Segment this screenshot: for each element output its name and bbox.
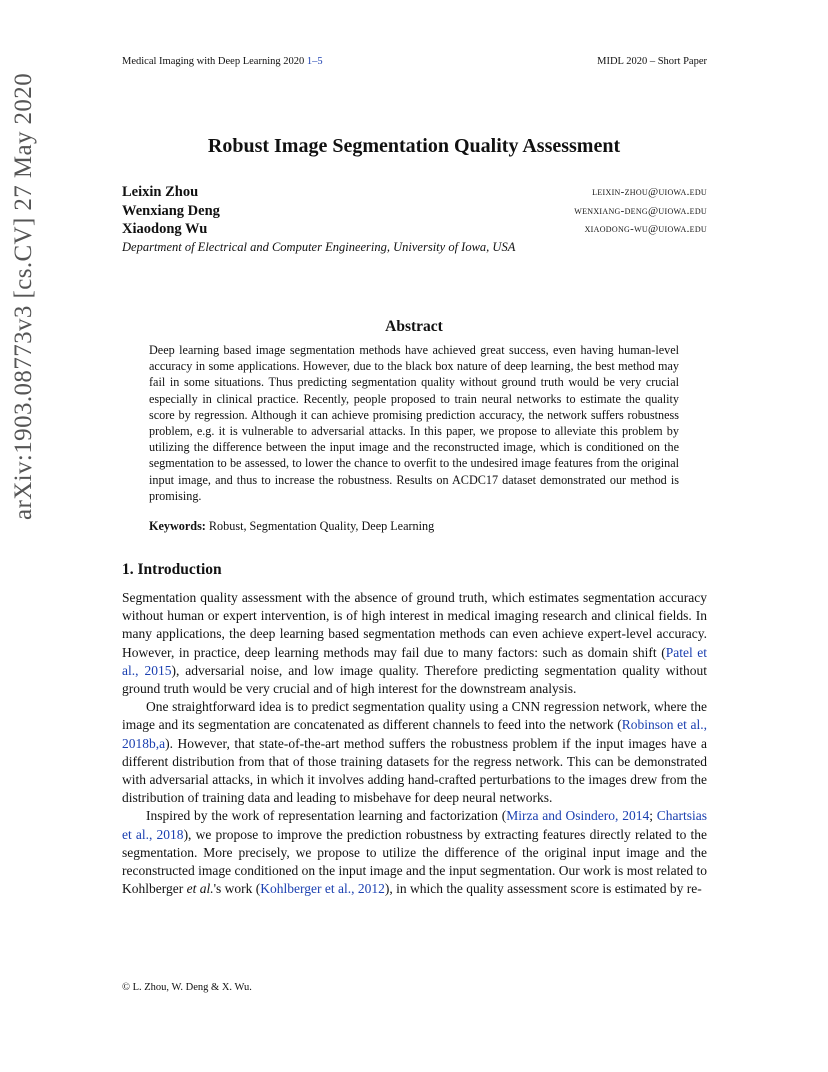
affiliation: Department of Electrical and Computer Engineering, University of Iowa, USA	[122, 240, 516, 254]
paper-title: Robust Image Segmentation Quality Assessment	[207, 135, 621, 157]
citation-link[interactable]: Kohlberger et al., 2012	[260, 881, 385, 897]
section-heading: 1. Introduction	[122, 561, 222, 578]
text-run: et al.	[186, 881, 214, 897]
text-run: ), we propose to improve the prediction robustness by extracting features directly related to the segmentation. More precisely, we propose to utilize the difference of the original input image and the reconstructed image conditioned on the input image and the input segmentation. Our work is most related to Kohlberger	[122, 826, 707, 897]
citation-link[interactable]: Chartsias et al., 2018	[122, 808, 707, 842]
abstract-heading: Abstract	[385, 318, 443, 335]
arxiv-stamp: arXiv:1903.08773v3 [cs.CV] 27 May 2020	[10, 72, 37, 520]
author-name: Wenxiang Deng	[122, 203, 220, 219]
text-run: ). However, that state-of-the-art method suffers the robustness problem if the input images have a different distribution from that of those training datasets for the regress network. This can be demonstrated with adversarial attacks, in which it involves adding hand-crafted perturbations to the images drew from the distribution of training data and leading to misbehave for deep neural networks.	[122, 735, 707, 806]
running-header-left	[122, 56, 323, 67]
keywords-line	[149, 519, 434, 534]
text-run: ), adversarial noise, and low image quality. Therefore predicting segmentation quality without ground truth would be very crucial and of high interest for the downstream analysis.	[122, 662, 707, 697]
text-run: Inspired by the work of representation learning and factorization (	[146, 808, 507, 824]
author-row	[122, 221, 707, 240]
text-run: 's work (	[213, 881, 261, 897]
running-header-right: MIDL 2020 – Short Paper	[597, 56, 707, 67]
paragraph	[122, 807, 707, 898]
text-run: ), in which the quality assessment score is estimated by re-	[384, 881, 702, 897]
text-run: One straightforward idea is to predict segmentation quality using a CNN regression network, where the image and its segmentation are concatenated as different channels to feed into the network (	[122, 699, 707, 733]
paragraph	[122, 589, 707, 698]
abstract-text: Deep learning based image segmentation methods have achieved great success, even having human-level accuracy in some applications. However, due to the black box nature of deep learning, the best method may fail in some situations. Thus predicting segmentation quality without ground truth would be very crucial especially in clinical practice. Recently, people proposed to train neural networks to estimate the quality score by regression. Although it can achieve promising prediction accuracy, the network suffers robustness problem, e.g. it is vulnerable to adversarial attacks. In this paper, we propose to alleviate this problem by utilizing the difference between the input image and the reconstructed image, which is conditioned on the segmentation to be assessed, to lower the chance to overfit to the undesired image features from the original input image, and thus to increase the robustness. Results on ACDC17 dataset demonstrated our method is promising.	[149, 343, 679, 503]
citation-link[interactable]: Patel et al., 2015	[122, 644, 707, 678]
author-row	[122, 184, 707, 203]
author-email[interactable]: xiaodong-wu@uiowa.edu	[584, 223, 707, 235]
page-range-link[interactable]: 1–5	[306, 56, 323, 67]
citation-link[interactable]: Mirza and Osindero, 2014	[506, 808, 650, 824]
paragraph	[122, 698, 707, 807]
keywords-list: Robust, Segmentation Quality, Deep Learning	[208, 519, 435, 533]
author-email[interactable]: leixin-zhou@uiowa.edu	[592, 186, 707, 198]
text-run: Segmentation quality assessment with the absence of ground truth, which estimates segmentation accuracy without human or expert intervention, is of high interest in medical imaging research and clinical fields. In many applications, the deep learning based segmentation methods can even achieve expert-level accuracy. However, in practice, deep learning methods may fail due to many factors: such as domain shift (	[122, 590, 707, 660]
author-email[interactable]: wenxiang-deng@uiowa.edu	[574, 205, 707, 217]
author-name: Leixin Zhou	[122, 184, 199, 200]
venue-name: Medical Imaging with Deep Learning 2020	[122, 56, 305, 67]
author-row	[122, 203, 707, 222]
keywords-label: Keywords:	[149, 519, 206, 533]
citation-link[interactable]: Robinson et al., 2018b,a	[122, 717, 708, 751]
author-name: Xiaodong Wu	[122, 221, 208, 237]
body-text	[122, 589, 707, 898]
copyright-footer: © L. Zhou, W. Deng & X. Wu.	[122, 982, 252, 993]
text-run: ;	[649, 808, 657, 824]
